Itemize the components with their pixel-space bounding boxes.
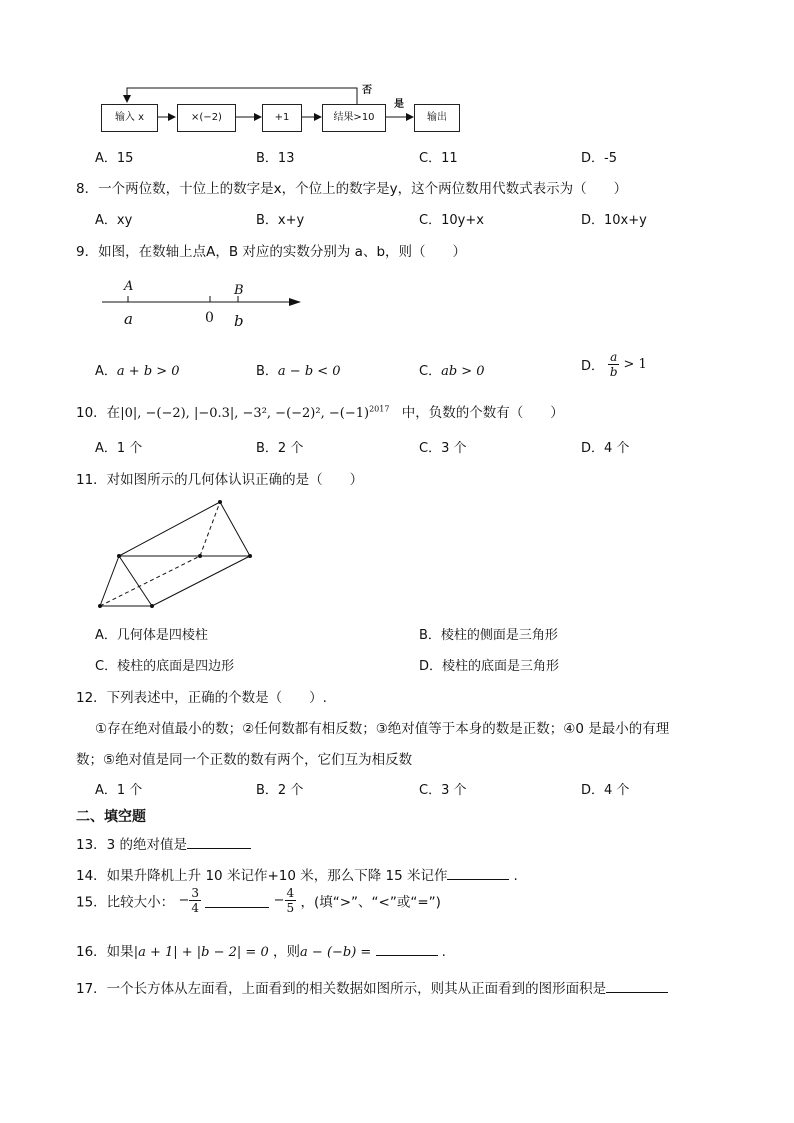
q16-expression: |a + 1| + |b − 2| = 0: [133, 945, 269, 960]
flow-add-box: [262, 104, 302, 132]
flow-yes-label: 是: [394, 99, 404, 110]
q9-option-d-prefix: D．: [581, 359, 605, 374]
q8-option-b[interactable]: B．x+y: [256, 213, 305, 228]
axis-label-a: a: [124, 310, 133, 328]
q8-text: 8．一个两位数，十位上的数字是x，个位上的数字是y，这个两位数用代数式表示为（ ）: [76, 181, 628, 197]
flow-input-label: 输入 x: [114, 112, 145, 123]
q10-option-c[interactable]: C．3 个: [419, 441, 467, 456]
q15-f1-sign: −: [178, 893, 190, 908]
q12-option-c[interactable]: C．3 个: [419, 783, 467, 798]
q8-option-a[interactable]: A．xy: [95, 213, 133, 228]
flow-no-label: 否: [362, 85, 372, 96]
q9-option-a-prefix: A．: [95, 364, 117, 379]
q10-prefix: 10．在: [76, 405, 121, 421]
q12-option-b[interactable]: B．2 个: [256, 783, 304, 798]
q13-text: 13．3 的绝对值是: [76, 837, 188, 853]
q14-text: 14．如果升降机上升 10 米记作+10 米，那么下降 15 米记作: [76, 868, 448, 884]
q8-option-c[interactable]: C．10y+x: [419, 213, 484, 228]
q11-option-c[interactable]: C．棱柱的底面是四边形: [95, 659, 235, 674]
q10-exponent: 2017: [369, 404, 390, 414]
q15-prefix: 15．比较大小：: [76, 894, 175, 911]
q15: [76, 886, 441, 915]
prism-figure: [92, 494, 262, 612]
q10-text: [76, 401, 564, 421]
q9-option-d-fraction: [608, 350, 619, 379]
q9-option-a-math: a + b > 0: [116, 364, 180, 379]
q12-text: 12．下列表述中，正确的个数是（ ）.: [76, 690, 327, 706]
q9-option-d-denominator: b: [609, 365, 618, 379]
q13-answer-blank[interactable]: [187, 834, 251, 849]
q15-f2-numerator: 4: [286, 886, 295, 900]
q9-option-c[interactable]: [419, 360, 485, 379]
q9-option-b-prefix: B．: [256, 364, 278, 379]
q7-option-a[interactable]: A．15: [95, 151, 134, 166]
flow-condition-box: [322, 104, 386, 132]
q14-end: .: [513, 868, 518, 884]
q16-prefix: 16．如果: [76, 944, 134, 960]
q7-option-c[interactable]: C．11: [419, 151, 458, 166]
q16-answer-blank[interactable]: [376, 941, 438, 956]
q10-expression: |0|, −(−2), |−0.3|, −3², −(−2)², −(−1): [120, 406, 370, 421]
q9-text: 9．如图，在数轴上点A，B 对应的实数分别为 a、b，则（ ）: [76, 244, 467, 260]
q9-option-c-math: ab > 0: [441, 364, 485, 379]
q12-option-a[interactable]: A．1 个: [95, 783, 143, 798]
q10-option-a[interactable]: A．1 个: [95, 441, 143, 456]
q9-option-b[interactable]: [256, 360, 341, 379]
q16-expression-2: a − (−b) =: [300, 945, 372, 960]
q10-option-d[interactable]: D．4 个: [581, 441, 630, 456]
q10-suffix: 中，负数的个数有（ ）: [401, 405, 564, 421]
q9-option-d-numerator: a: [610, 350, 618, 364]
flow-multiply-label: ×(−2): [191, 112, 222, 123]
q17-text: 17．一个长方体从左面看，上面看到的相关数据如图所示，则其从正面看到的图形面积是: [76, 981, 607, 997]
q11-text: 11．对如图所示的几何体认识正确的是（ ）: [76, 472, 364, 488]
q16-mid: ，则: [273, 944, 301, 960]
q12-body-line2: 数；⑤绝对值是同一个正数的数有两个，它们互为相反数: [76, 752, 413, 768]
q8-option-d[interactable]: D．10x+y: [581, 213, 647, 228]
q9-option-d-relation: > 1: [623, 357, 647, 372]
q12-option-d[interactable]: D．4 个: [581, 783, 630, 798]
q9-option-c-prefix: C．: [419, 364, 442, 379]
q15-f1-denominator: 4: [191, 901, 200, 915]
axis-label-A: A: [124, 279, 134, 294]
flow-input-box: [101, 104, 158, 132]
q14: [76, 864, 518, 884]
axis-label-B: B: [234, 283, 244, 298]
q16: [76, 940, 446, 960]
q15-answer-blank[interactable]: [205, 893, 269, 908]
q11-option-a[interactable]: A．几何体是四棱柱: [95, 628, 208, 643]
q9-option-b-math: a − b < 0: [277, 364, 341, 379]
q17-answer-blank[interactable]: [606, 978, 668, 993]
q11-option-d[interactable]: D．棱柱的底面是三角形: [419, 659, 560, 674]
q7-option-d[interactable]: D．-5: [581, 151, 617, 166]
q15-f2-denominator: 5: [286, 901, 295, 915]
flow-condition-label: 结果>10: [333, 112, 375, 123]
q11-option-b[interactable]: B．棱柱的侧面是三角形: [419, 628, 558, 643]
q15-f2-sign: −: [273, 893, 285, 908]
q9-option-a[interactable]: [95, 360, 180, 379]
q9-option-d[interactable]: [581, 350, 647, 379]
q10-option-b[interactable]: B．2 个: [256, 441, 304, 456]
q14-answer-blank[interactable]: [447, 865, 509, 880]
flow-output-label: 输出: [427, 112, 447, 123]
q7-option-b[interactable]: B．13: [256, 151, 295, 166]
q16-end: .: [441, 944, 446, 960]
flow-multiply-box: [177, 104, 236, 132]
q13: [76, 833, 251, 853]
flow-output-box: [414, 104, 460, 132]
q12-body-line1: ①存在绝对值最小的数；②任何数都有相反数；③绝对值等于本身的数是正数；④0 是最小的有理: [95, 721, 670, 737]
section-fill-in-heading: 二、填空题: [76, 809, 146, 825]
axis-label-b: b: [234, 312, 244, 330]
q17: [76, 977, 668, 997]
q15-fraction-2: [285, 886, 297, 915]
flow-add-label: +1: [274, 112, 290, 123]
axis-label-zero: 0: [205, 310, 214, 326]
q15-f1-numerator: 3: [191, 886, 200, 900]
q15-fraction-1: [189, 886, 201, 915]
q15-suffix: ，(填“>”、“<”或“=”): [300, 894, 441, 911]
